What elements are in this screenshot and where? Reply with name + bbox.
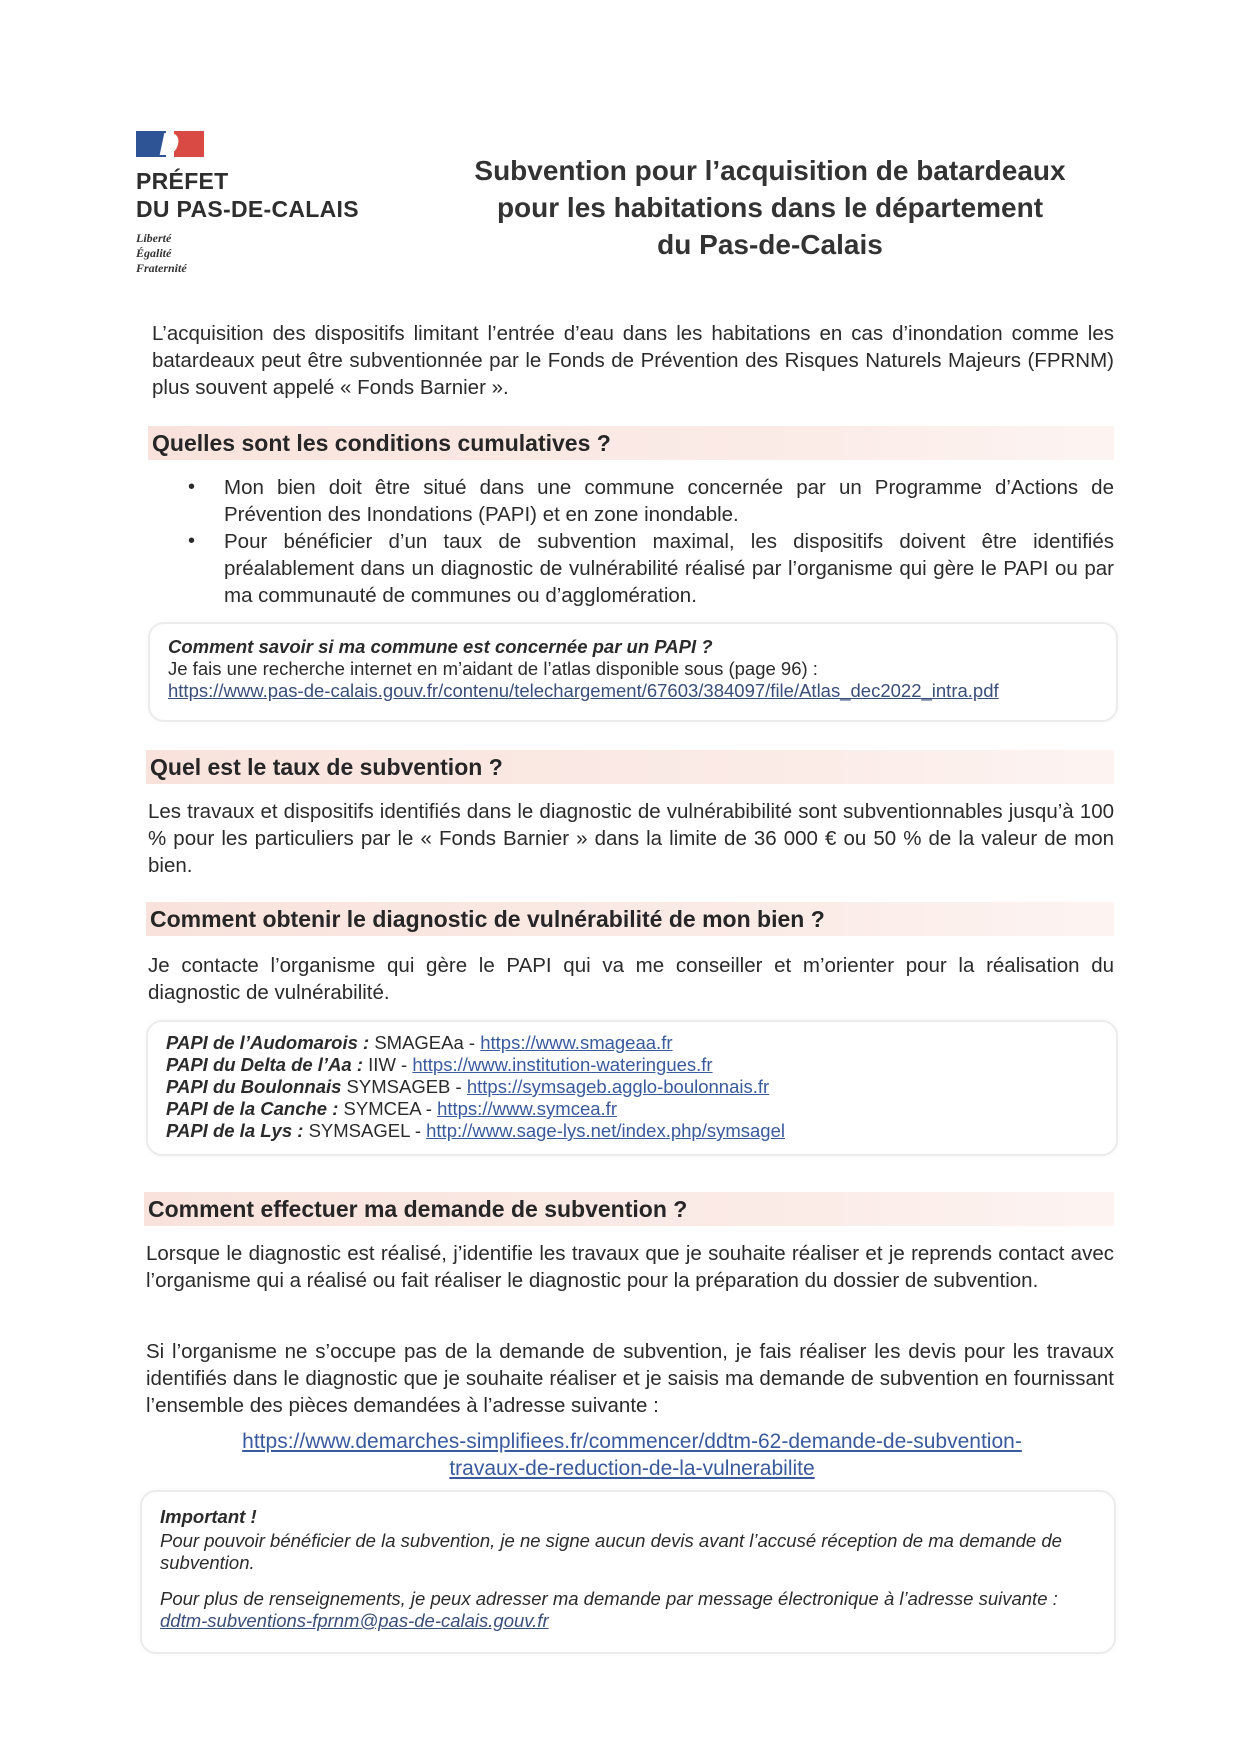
taux-paragraph: Les travaux et dispositifs identifiés dans le diagnostic de vulnérabibilité sont subventionnables jusqu’à 100 % pour les particuliers par le « Fonds Barnier » dans la limite de 36 000 € ou 50 % de la valeur de mon bien. xyxy=(148,800,1114,877)
conditions-list xyxy=(178,474,1114,609)
list-item: • Pour bénéficier d’un taux de subvention maximal, les dispositifs doivent être identifiés préalablement dans un diagnostic de vulnérabilité réalisé par l’organisme qui gère le PAPI ou par ma communauté de communes ou d’agglomération. xyxy=(188,530,1114,607)
demarches-link-block xyxy=(150,1428,1114,1482)
section-heading-taux: Quel est le taux de subvention ? xyxy=(146,750,1114,784)
title-line-2: pour les habitations dans le département xyxy=(496,192,1044,223)
atlas-link[interactable]: https://www.pas-de-calais.gouv.fr/contenu/telechargement/67603/384097/file/Atlas_dec2022_intra.pdf xyxy=(168,680,999,701)
list-item: • Mon bien doit être situé dans une commune concernée par un Programme d’Actions de Prévention des Inondations (PAPI) et en zone inondable. xyxy=(188,476,1114,526)
important-text: Pour pouvoir bénéficier de la subvention, je ne signe aucun devis avant l’accusé réception de ma demande de subvention. xyxy=(160,1530,1062,1573)
symcea-link[interactable]: https://www.symcea.fr xyxy=(437,1098,617,1119)
devise-egalite: Égalité xyxy=(136,246,172,260)
intro-paragraph: L’acquisition des dispositifs limitant l’entrée d’eau dans les habitations en cas d’inondation comme les batardeaux peut être subventionnée par le Fonds de Prévention des Risques Naturels Majeurs (FPRNM) plus souvent appelé « Fonds Barnier ». xyxy=(152,322,1114,399)
important-title: Important ! xyxy=(160,1506,257,1527)
diagnostic-paragraph: Je contacte l’organisme qui gère le PAPI qui va me conseiller et m’orienter pour la réalisation du diagnostic de vulnérabilité. xyxy=(148,954,1114,1004)
smageaa-link[interactable]: https://www.smageaa.fr xyxy=(480,1032,673,1053)
document-title xyxy=(420,152,1120,263)
wateringues-link[interactable]: https://www.institution-wateringues.fr xyxy=(412,1054,713,1075)
title-line-3: du Pas-de-Calais xyxy=(657,229,883,260)
devise xyxy=(136,231,396,276)
contact-email-link[interactable]: ddtm-subventions-fprnm@pas-de-calais.gouv.fr xyxy=(160,1610,549,1631)
contact-text: Pour plus de renseignements, je peux adresser ma demande par message électronique à l’adresse suivante : ddtm-subventions-fprnm@pas-de-calais.gouv.fr xyxy=(160,1588,1058,1631)
papi-contact-row: PAPI du Delta de l’Aa : IIW - https://www.institution-wateringues.fr xyxy=(166,1054,713,1075)
demarches-link-line-1[interactable]: https://www.demarches-simplifiees.fr/commencer/ddtm-62-demande-de-subvention- xyxy=(242,1430,1022,1453)
section-heading-conditions: Quelles sont les conditions cumulatives ? xyxy=(148,426,1114,460)
papi-contact-row: PAPI de la Canche : SYMCEA - https://www.symcea.fr xyxy=(166,1098,617,1119)
demande-paragraph-2: Si l’organisme ne s’occupe pas de la demande de subvention, je fais réaliser les devis pour les travaux identifiés dans le diagnostic que je souhaite réaliser et je saisis ma demande de subvention en fournissant l’ensemble des pièces demandées à l’adresse suivante : xyxy=(146,1340,1114,1417)
demarches-link-line-2[interactable]: travaux-de-reduction-de-la-vulnerabilite xyxy=(449,1457,815,1480)
papi-help-text: Je fais une recherche internet en m’aidant de l’atlas disponible sous (page 96) : xyxy=(168,658,818,679)
papi-contact-row: PAPI du Boulonnais SYMSAGEB - https://symsageb.agglo-boulonnais.fr xyxy=(166,1076,770,1097)
title-line-1: Subvention pour l’acquisition de batardeaux xyxy=(474,155,1066,186)
demande-paragraph-1: Lorsque le diagnostic est réalisé, j’identifie les travaux que je souhaite réaliser et je reprends contact avec l’organisme qui a réalisé ou fait réaliser le diagnostic pour la préparation du dossier de subvention. xyxy=(146,1242,1114,1292)
marianne-flag-icon xyxy=(136,131,204,157)
sage-lys-link[interactable]: http://www.sage-lys.net/index.php/symsagel xyxy=(426,1120,785,1141)
symsageb-link[interactable]: https://symsageb.agglo-boulonnais.fr xyxy=(466,1076,770,1097)
papi-contacts-box xyxy=(146,1020,1118,1156)
condition-text: Pour bénéficier d’un taux de subvention maximal, les dispositifs doivent être identifiés préalablement dans un diagnostic de vulnérabilité réalisé par l’organisme qui gère le PAPI ou par ma communauté de communes ou d’agglomération. xyxy=(224,530,1114,607)
papi-info-box xyxy=(148,622,1118,722)
papi-question: Comment savoir si ma commune est concernée par un PAPI ? xyxy=(168,636,713,657)
prefet-logo xyxy=(136,131,396,276)
section-heading-diagnostic: Comment obtenir le diagnostic de vulnérabilité de mon bien ? xyxy=(146,902,1114,936)
devise-fraternite: Fraternité xyxy=(136,261,187,275)
devise-liberte: Liberté xyxy=(136,231,172,245)
papi-contact-row: PAPI de la Lys : SYMSAGEL - http://www.sage-lys.net/index.php/symsagel xyxy=(166,1120,785,1141)
condition-text: Mon bien doit être situé dans une commune concernée par un Programme d’Actions de Prévention des Inondations (PAPI) et en zone inondable. xyxy=(224,476,1114,526)
important-box xyxy=(140,1490,1116,1654)
section-heading-demande: Comment effectuer ma demande de subvention ? xyxy=(144,1192,1114,1226)
papi-contact-row: PAPI de l’Audomarois : SMAGEAa - https://www.smageaa.fr xyxy=(166,1032,673,1053)
prefet-line-1: PRÉFET xyxy=(136,168,229,194)
prefet-line-2: DU PAS-DE-CALAIS xyxy=(136,196,359,222)
